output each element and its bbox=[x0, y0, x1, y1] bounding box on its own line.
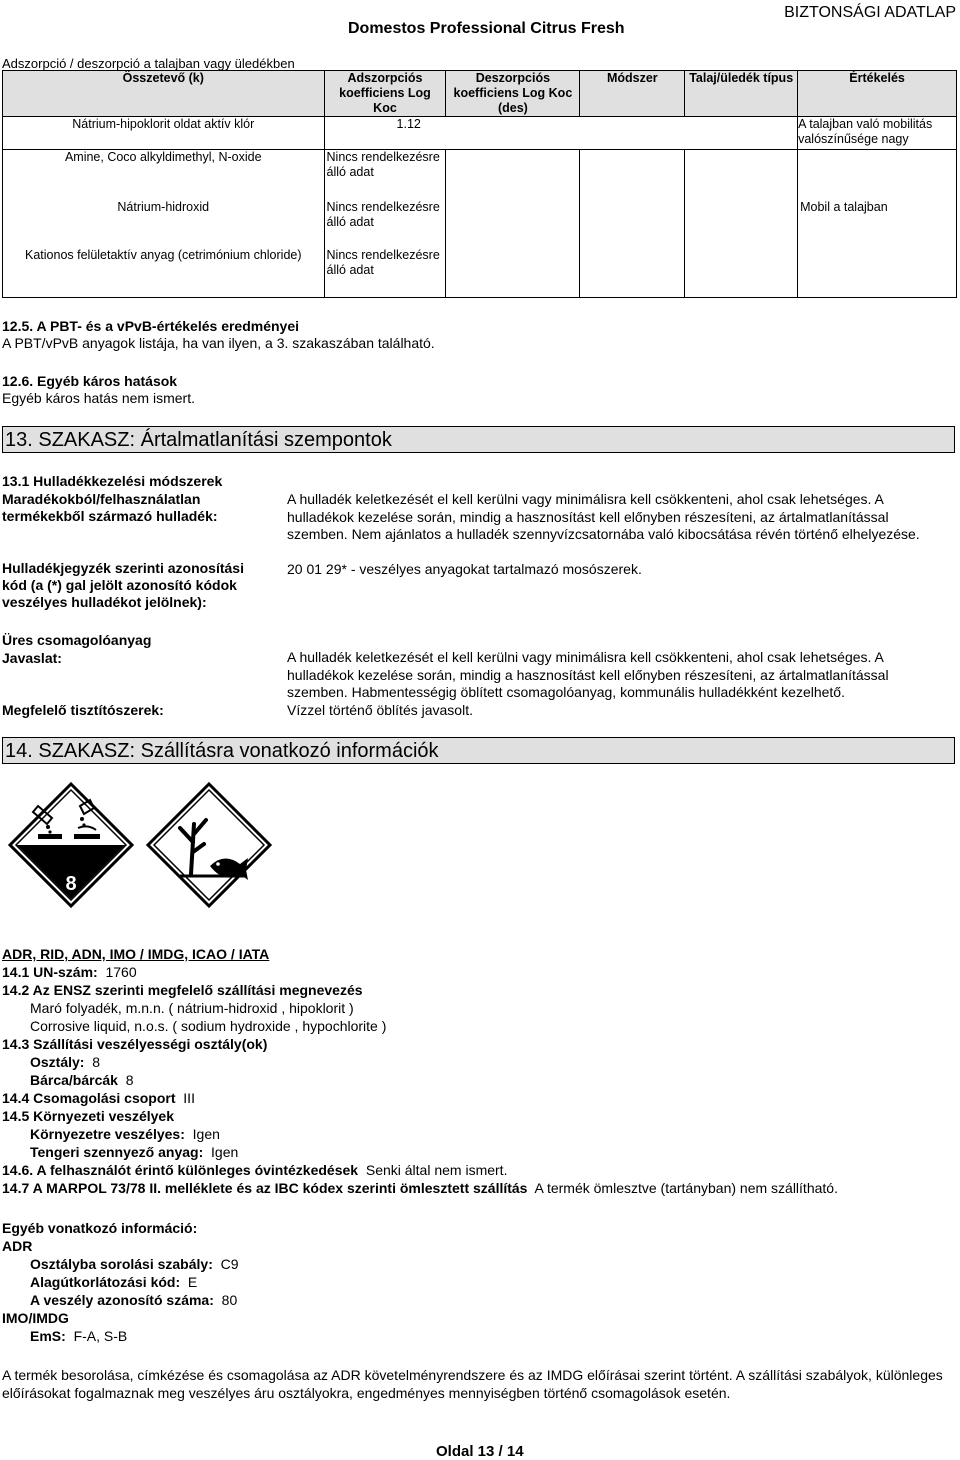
rating-cell bbox=[798, 150, 957, 200]
hazard-class-title: 14.3 Szállítási veszélyességi osztály(ok) bbox=[2, 1036, 268, 1052]
imo-heading: IMO/IMDG bbox=[2, 1310, 69, 1326]
method-cell bbox=[580, 200, 685, 248]
section-12-5 bbox=[2, 318, 435, 352]
transport-modes: ADR, RID, ADN, IMO / IMDG, ICAO / IATA bbox=[2, 946, 270, 962]
des-cell bbox=[446, 248, 580, 298]
corrosive-class8-diamond-icon bbox=[8, 782, 134, 908]
un-number-value: 1760 bbox=[105, 964, 137, 980]
cleaning-agents-text: Vízzel történő öblítés javasolt. bbox=[287, 702, 473, 718]
class-number-text: 8 bbox=[65, 873, 77, 895]
table-row bbox=[3, 117, 957, 150]
document-type: BIZTONSÁGI ADATLAP bbox=[784, 4, 956, 21]
environment-hazard-diamond-icon bbox=[146, 782, 272, 908]
component-cell: Nátrium-hidroxid bbox=[3, 200, 325, 248]
table-header-row bbox=[3, 71, 957, 117]
method-cell bbox=[580, 150, 685, 200]
transport-info bbox=[2, 945, 838, 1197]
adr-heading: ADR bbox=[2, 1238, 33, 1254]
column-header: Talaj/üledék típus bbox=[685, 71, 798, 117]
classification-code-label: Osztályba sorolási szabály: bbox=[30, 1256, 213, 1272]
tunnel-code-label: Alagútkorlátozási kód: bbox=[30, 1274, 181, 1290]
rating-cell bbox=[798, 248, 957, 298]
column-header: Értékelés bbox=[798, 71, 957, 117]
waste-methods-title: 13.1 Hulladékkezelési módszerek bbox=[2, 473, 223, 489]
adsorption-table bbox=[2, 70, 957, 298]
empty-packaging-label: Üres csomagolóanyag bbox=[2, 632, 152, 648]
column-header: Deszorpciós koefficiens Log Koc (des) bbox=[446, 71, 580, 117]
table-row bbox=[3, 200, 957, 248]
un-number-label: 14.1 UN-szám: bbox=[2, 964, 98, 980]
env-hazard-label: Környezetre veszélyes: bbox=[30, 1126, 185, 1142]
section-title: 12.6. Egyéb káros hatások bbox=[2, 373, 178, 389]
special-precautions-value: Senki által nem ismert. bbox=[365, 1162, 508, 1178]
adsorption-title: Adszorpció / deszorpció a talajban vagy üledékben bbox=[2, 56, 295, 71]
table-row bbox=[3, 150, 957, 200]
section-text: A PBT/vPvB anyagok listája, ha van ilyen, a 3. szakaszában található. bbox=[2, 335, 435, 351]
rating-cell: Mobil a talajban bbox=[798, 200, 957, 248]
section-14-bar: 14. SZAKASZ: Szállításra vonatkozó információk bbox=[2, 737, 955, 764]
soil-cell bbox=[685, 150, 798, 200]
labels-label: Bárca/bárcák bbox=[30, 1072, 118, 1088]
waste-code-label: Hulladékjegyzék szerinti azonosítási kód (a (*) gal jelölt azonosító kódok veszélyes hulladékot jelölnek): bbox=[2, 560, 244, 610]
soil-cell bbox=[685, 248, 798, 298]
transport-note: A termék besorolása, címkézése és csomagolása az ADR követelményrendszere és az IMDG előírásai szerint történt. A szállítási szabályok, különleges előírásokat fogalmaznak meg veszélyes áru osztályokra, engedményes mennyiségben történő csomagolások esetén. bbox=[2, 1367, 943, 1401]
cleaning-agents-label: Megfelelő tisztítószerek: bbox=[2, 702, 164, 718]
packaging-text: A hulladék keletkezését el kell kerülni vagy minimálisra kell csökkenteni, ahol csak lehetséges. A hulladékok kezelése során, mindig a hasznosítást kell előnyben részesíteni, az ártalmatlanítással szemben. Habmentességig öblített csomagolóanyag, kommunális hulladékként kezelhető. bbox=[287, 649, 889, 700]
component-cell: Nátrium-hipoklorit oldat aktív klór bbox=[3, 117, 325, 150]
product-name: Domestos Professional Citrus Fresh bbox=[348, 20, 625, 37]
packing-group-value: III bbox=[183, 1090, 195, 1106]
waste-label: Maradékokból/felhasználatlan termékekből származó hulladék: bbox=[2, 491, 218, 524]
hazard-id-value: 80 bbox=[221, 1292, 238, 1308]
des-cell bbox=[446, 200, 580, 248]
marine-pollutant-value: Igen bbox=[211, 1144, 239, 1160]
recommendation-label: Javaslat: bbox=[2, 650, 62, 666]
section-13-bar: 13. SZAKASZ: Ártalmatlanítási szempontok bbox=[2, 426, 955, 453]
ads-cell: Nincs rendelkezésre álló adat bbox=[324, 248, 446, 298]
section-title: 12.5. A PBT- és a vPvB-értékelés eredményei bbox=[2, 318, 300, 334]
other-info-title: Egyéb vonatkozó információ: bbox=[2, 1220, 198, 1236]
ads-cell: 1.12 bbox=[324, 117, 798, 150]
classification-code-value: C9 bbox=[220, 1256, 239, 1272]
waste-code-text: 20 01 29* - veszélyes anyagokat tartalmazó mosószerek. bbox=[287, 561, 642, 577]
class-label: Osztály: bbox=[30, 1054, 85, 1070]
shipping-name-hu: Maró folyadék, m.n.n. ( nátrium-hidroxid , hipoklorit ) bbox=[30, 1000, 354, 1016]
env-hazard-value: Igen bbox=[192, 1126, 220, 1142]
ems-value: F-A, S-B bbox=[73, 1328, 128, 1344]
ads-cell: Nincs rendelkezésre álló adat bbox=[324, 150, 446, 200]
labels-value: 8 bbox=[125, 1072, 134, 1088]
other-info bbox=[2, 1219, 239, 1345]
ads-cell: Nincs rendelkezésre álló adat bbox=[324, 200, 446, 248]
class-value: 8 bbox=[92, 1054, 101, 1070]
des-cell bbox=[446, 150, 580, 200]
packing-group-label: 14.4 Csomagolási csoport bbox=[2, 1090, 176, 1106]
env-hazards-title: 14.5 Környezeti veszélyek bbox=[2, 1108, 174, 1124]
shipping-name-en: Corrosive liquid, n.o.s. ( sodium hydroxide , hypochlorite ) bbox=[30, 1018, 387, 1034]
section-12-6 bbox=[2, 373, 195, 407]
shipping-name-title: 14.2 Az ENSZ szerinti megfelelő szállítási megnevezés bbox=[2, 982, 363, 998]
marine-pollutant-label: Tengeri szennyező anyag: bbox=[30, 1144, 204, 1160]
page-number: Oldal 13 / 14 bbox=[436, 1443, 524, 1460]
component-cell: Amine, Coco alkyldimethyl, N-oxide bbox=[3, 150, 325, 200]
component-cell: Kationos felületaktív anyag (cetrimónium chloride) bbox=[3, 248, 325, 298]
method-cell bbox=[580, 248, 685, 298]
special-precautions-label: 14.6. A felhasználót érintő különleges óvintézkedések bbox=[2, 1162, 359, 1178]
column-header: Adszorpciós koefficiens Log Koc bbox=[324, 71, 446, 117]
section-text: Egyéb káros hatás nem ismert. bbox=[2, 390, 195, 406]
marpol-label: 14.7 A MARPOL 73/78 II. melléklete és az IBC kódex szerinti ömlesztett szállítás bbox=[2, 1180, 528, 1196]
ems-label: EmS: bbox=[30, 1328, 66, 1344]
soil-cell bbox=[685, 200, 798, 248]
tunnel-code-value: E bbox=[187, 1274, 198, 1290]
waste-text: A hulladék keletkezését el kell kerülni vagy minimálisra kell csökkenteni, ahol csak lehetséges. A hulladékok kezelése során, mindig a hasznosítást kell előnyben részesíteni, az ártalmatlanítással szemben. Nem ajánlatos a hulladék szennyvízcsatornába való kibocsátása révén történő elhelyezése. bbox=[287, 491, 920, 542]
rating-cell: A talajban való mobilitás valószínűsége nagy bbox=[798, 117, 957, 150]
column-header: Összetevő (k) bbox=[3, 71, 325, 117]
table-row bbox=[3, 248, 957, 298]
column-header: Módszer bbox=[580, 71, 685, 117]
hazard-id-label: A veszély azonosító száma: bbox=[30, 1292, 214, 1308]
marpol-value: A termék ömlesztve (tartányban) nem szállítható. bbox=[534, 1180, 838, 1196]
